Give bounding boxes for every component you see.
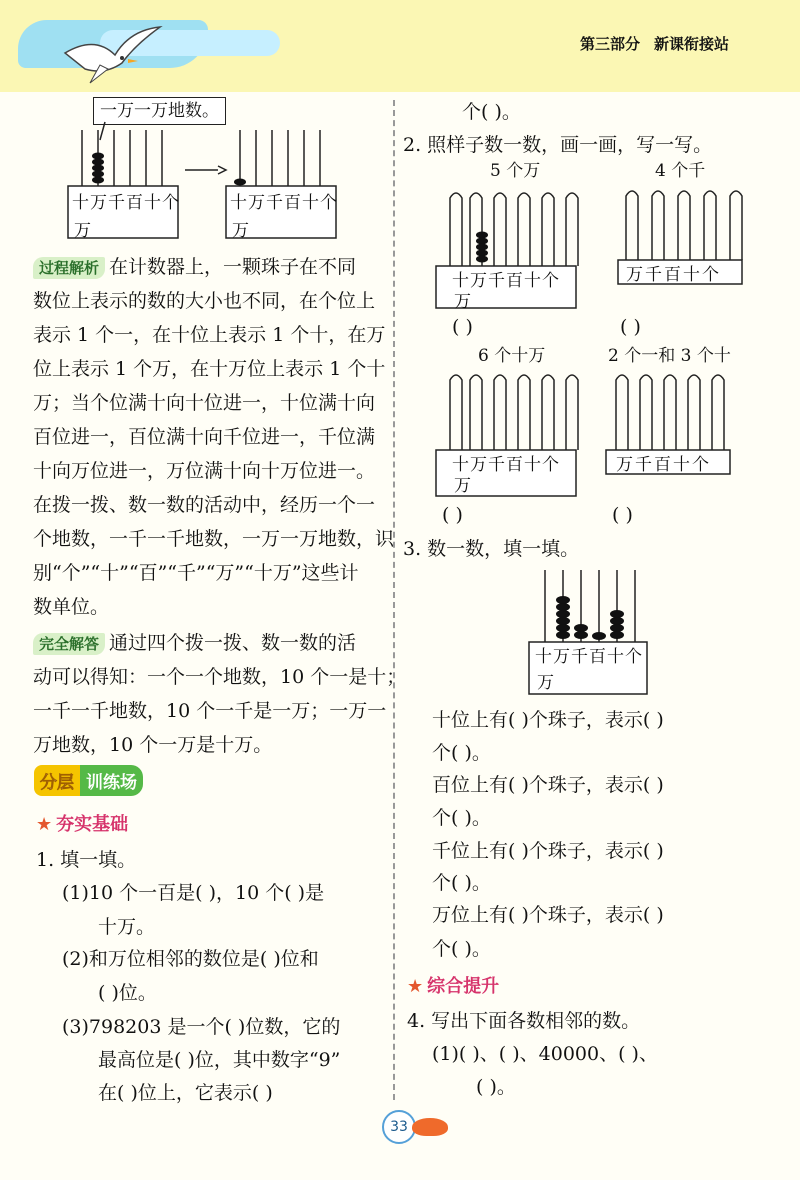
q1-line-2: (2)和万位相邻的数位是( )位和	[62, 948, 319, 970]
q3-line-6: 万位上有( )个珠子，表示( )	[432, 904, 664, 926]
abacus-label-wan-left: 万	[74, 221, 91, 241]
answer-tag: 完全解答	[33, 633, 105, 655]
analysis-line-3: 位上表示 1 个万，在十万位上表示 1 个十	[33, 358, 386, 380]
basic-section-title: ★ 夯实基础	[36, 814, 129, 835]
abacus-labels-right: 十万千百十个	[230, 193, 338, 213]
q2d-blank[interactable]: ( )	[612, 504, 633, 526]
answer-line-1: 动可以得知：一个一个地数，10 个一是十；	[33, 666, 406, 688]
analysis-line-10: 数单位。	[33, 596, 110, 618]
abacus-labels-left: 十万千百十个	[72, 193, 180, 213]
analysis-line-2: 表示 1 个一，在十位上表示 1 个十，在万	[33, 324, 386, 346]
q3-label-wan: 万	[537, 673, 554, 693]
column-divider	[393, 100, 395, 1100]
submarine-icon	[412, 1118, 448, 1136]
page-number: 33	[382, 1110, 416, 1144]
q3-line-4: 千位上有( )个珠子，表示( )	[432, 840, 664, 862]
header-title	[580, 33, 743, 54]
seagull-icon	[60, 25, 170, 85]
analysis-line-7: 在拨一拨、数一数的活动中，经历一个一	[33, 494, 376, 516]
header-column: 新课衔接站	[654, 35, 730, 53]
analysis-line-8: 个地数，一千一千地数，一万一万地数，识	[33, 528, 395, 550]
analysis-line-0: 过程解析 在计数器上，一颗珠子在不同	[33, 250, 356, 284]
q2-item-0: 5 个万	[490, 161, 541, 181]
q2-item-3: 2 个一和 3 个十	[608, 346, 731, 366]
analysis-line-9: 别“个”“十”“百”“千”“万”“十万”这些计	[33, 562, 359, 584]
q3-line-5: 个( )。	[432, 872, 491, 894]
q1-title: 1. 填一填。	[36, 849, 137, 871]
q3-line-0: 十位上有( )个珠子，表示( )	[432, 709, 664, 731]
q3-labels: 十万千百十个	[535, 647, 643, 667]
q3-title: 3. 数一数，填一填。	[403, 538, 580, 560]
q3-line-3: 个( )。	[432, 807, 491, 829]
carry-line: 个( )。	[462, 101, 521, 123]
star-icon: ★	[407, 976, 424, 997]
q2a-labels: 十万千百十个	[452, 271, 560, 291]
q1-line-5: 最高位是( )位，其中数字“9”	[98, 1049, 341, 1071]
answer-line-0: 完全解答 通过四个拨一拨、数一数的活	[33, 626, 356, 660]
star-icon: ★	[36, 814, 53, 835]
advanced-section-title: ★ 综合提升	[407, 976, 500, 997]
q1-line-6: 在( )位上，它表示( )	[98, 1082, 273, 1104]
q2-title: 2. 照样子数一数，画一画，写一写。	[403, 134, 713, 156]
q1-line-1: 十万。	[98, 916, 156, 938]
analysis-line-4: 万；当个位满十向十位进一，十位满十向	[33, 392, 376, 414]
header-part: 第三部分	[580, 35, 641, 53]
training-badge: 分层 训练场	[34, 765, 143, 795]
q2c-label-wan: 万	[454, 476, 471, 496]
page-header	[0, 0, 800, 92]
analysis-tag: 过程解析	[33, 257, 105, 279]
example-abacus-diagram	[60, 110, 390, 245]
abacus-label-wan-right: 万	[232, 221, 249, 241]
q2-item-1: 4 个千	[655, 161, 706, 181]
callout-bubble: 一万一万地数。	[93, 97, 226, 125]
q2c-labels: 十万千百十个	[452, 455, 560, 475]
analysis-line-6: 十向万位进一，万位满十向十万位进一。	[33, 460, 376, 482]
q3-line-1: 个( )。	[432, 742, 491, 764]
q2b-blank[interactable]: ( )	[620, 316, 641, 338]
q3-line-7: 个( )。	[432, 938, 491, 960]
q1-line-0: (1)10 个一百是( )，10 个( )是	[62, 882, 325, 904]
q1-line-4: (3)798203 是一个( )位数，它的	[62, 1016, 341, 1038]
q4-line-1: ( )。	[476, 1076, 516, 1098]
q2-item-2: 6 个十万	[478, 346, 546, 366]
q4-line-0: (1)( )、( )、40000、( )、	[432, 1043, 658, 1065]
analysis-line-5: 百位进一，百位满十向千位进一，千位满	[33, 426, 376, 448]
q2a-blank[interactable]: ( )	[452, 316, 473, 338]
analysis-line-1: 数位上表示的数的大小也不同，在个位上	[33, 290, 376, 312]
q2b-labels: 万千百十个	[626, 265, 721, 285]
q3-line-2: 百位上有( )个珠子，表示( )	[432, 774, 664, 796]
answer-line-2: 一千一千地数，10 个一千是一万；一万一	[33, 700, 387, 722]
q2c-blank[interactable]: ( )	[442, 504, 463, 526]
q1-line-3: ( )位。	[98, 982, 157, 1004]
q4-title: 4. 写出下面各数相邻的数。	[407, 1010, 641, 1032]
q2a-label-wan: 万	[454, 292, 471, 312]
q2d-labels: 万千百十个	[616, 455, 711, 475]
answer-line-3: 万地数，10 个一万是十万。	[33, 734, 273, 756]
